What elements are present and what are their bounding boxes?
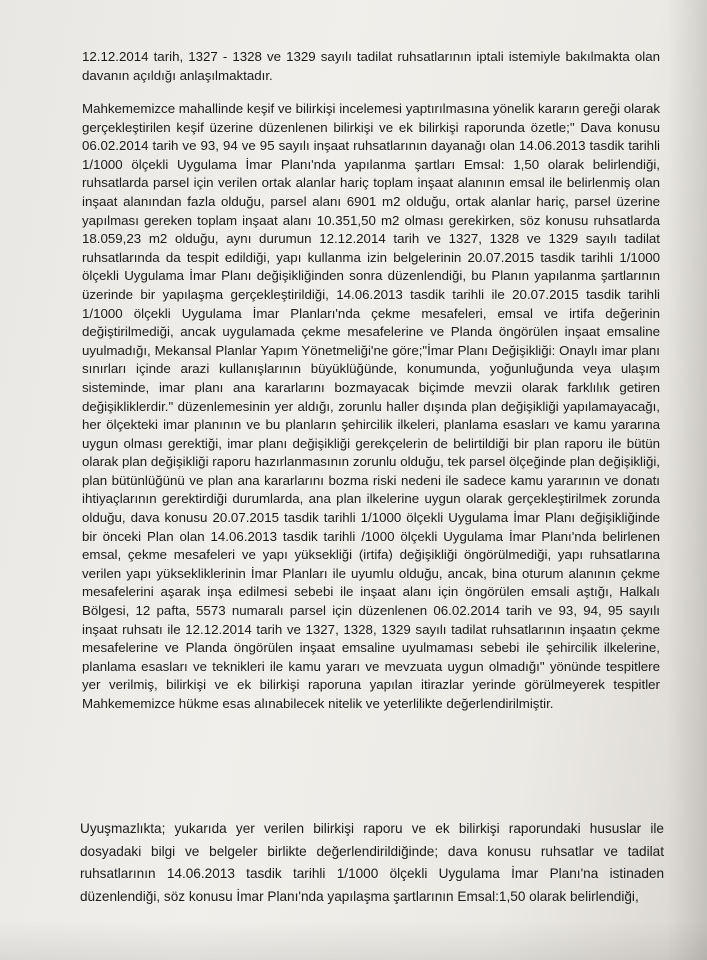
paragraph-dispute: Uyuşmazlıkta; yukarıda yer verilen bilirkişi raporu ve ek bilirkişi raporundaki hususlar ile dosyadaki bilgi ve belgeler birlikte değerlendirildiğinde; dava konusu ruhsatlar ve tadilat ruhsatlarının 14.06.2013 tasdik tarihli 1/1000 ölçekli Uygulama İmar Planı'na istinaden düzenlendiği, söz konusu İmar Planı'nda yapılaşma şartlarının Emsal:1,50 olarak belirlendiği, (80, 821, 664, 904)
paragraph-expert-report: Mahkememizce mahallinde keşif ve bilirkişi incelemesi yaptırılmasına yönelik kararın gereği olarak gerçekleştirilen keşif üzerine düzenlenen bilirkişi ve ek bilirkişi raporunda özetle;" Dava konusu 06.02.2014 tarih ve 93, 94 ve 95 sayılı inşaat ruhsatlarının dayanağı olan 14.06.2013 tasdik tarihli 1/1000 ölçekli Uygulama İmar Planı'nda yapılanma şartları Emsal: 1,50 olarak belirlendiği, ruhsatlarda parsel için verilen ortak alanlar hariç toplam inşaat alanının emsal ile belirlenmiş olan inşaat alanından fazla olduğu, parsel alanı 6901 m2 olduğu, ortak alanlar hariç, parsel üzerine yapılması gereken toplam inşaat alanı 10.351,50 m2 olması gerekirken, söz konusu ruhsatlarda 18.059,23 m2 olduğu, aynı durumun 12.12.2014 tarih ve 1327, 1328 ve 1329 sayılı tadilat ruhsatlarında da tespit edildiği, yapı kullanma izin belgelerinin 20.07.2015 tasdik tarihli 1/1000 ölçekli Uygulama İmar Planı değişikliğinden sonra düzenlendiği, bu Planın yapılanma şartlarının üzerinde bir yapılaşma gerçekleştirildiği, 14.06.2013 tasdik tarihli ile 20.07.2015 tasdik tarihli 1/1000 ölçekli Uygulama İmar Planları'nda çekme mesafeleri, emsal ve irtifa değerinin değiştirilmediği, ancak uygulamada çekme mesafelerine ve Planda öngörülen inşaat emsaline uyulmadığı, Mekansal Planlar Yapım Yönetmeliği'ne göre;"İmar Planı Değişikliği: Onaylı imar planı sınırları içinde arazi kullanışlarının büyüklüğünde, konumunda, yoğunluğunda veya ulaşım sisteminde, imar planı ana kararlarını bozmayacak biçimde mevzii olarak farklılık getiren değişikliklerdir." düzenlemesinin yer aldığı, zorunlu haller dışında plan değişikliği yapılamayacağı, her ölçekteki imar planının ve bu planların şehircilik ilkeleri, planlama esasları ve kamu yararına uygun olması gerektiği, imar planı değişikliği gerekçelerin de belirtildiği bir plan raporu ile bütün olarak plan değişikliği raporu hazırlanmasının zorunlu olduğu, tek parsel ölçeğinde plan değişikliği, plan bütünlüğünü ve plan ana kararlarını bozma riski nedeni ile sadece kamu yararının ve donatı ihtiyaçlarının gerektirdiği durumlarda, ana plan ilkelerine uygun olarak gerçekleştirilmek zorunda olduğu, dava konusu 20.07.2015 tasdik tarihli 1/1000 ölçekli Uygulama İmar Planı değişikliğinde bir önceki Plan olan 14.06.2013 tasdik tarihli /1000 ölçekli Uygulama İmar Planı'nda belirlenen emsal, çekme mesafeleri ve yapı yüksekliği (irtifa) değişikliği öngörülmediği, yapı ruhsatlarına verilen yapı yüksekliklerinin İmar Planları ile uyumlu olduğu, ancak, bina oturum alanının çekme mesafelerini aşarak inşa edilmesi sebebi ile inşaat alanı için öngörülen emsali aştığı, Halkalı Bölgesi, 12 pafta, 5573 numaralı parsel için düzenlenen 06.02.2014 tarih ve 93, 94, 95 sayılı inşaat ruhsatı ile 12.12.2014 tarih ve 1327, 1328, 1329 sayılı tadilat ruhsatlarının inşaatın çekme mesafelerine ve Planda öngörülen inşaat emsaline uyulmaması sebebi ile şehircilik ilkelerine, planlama esasları ve teknikleri ile kamu yararı ve mevzuata uygun olmadığı" yönünde tespitlere yer verilmiş, bilirkişi ve ek bilirkişi raporuna yapılan itirazlar yerinde görülmeyerek tespitler Mahkememizce hükme esas alınabilecek nitelik ve yeterlilikte değerlendirilmiştir. (82, 101, 660, 711)
page-shadow-right (667, 0, 707, 960)
page-shadow-bottom (0, 920, 707, 960)
paragraph-intro: 12.12.2014 tarih, 1327 - 1328 ve 1329 sayılı tadilat ruhsatlarının iptali istemiyle bakılmakta olan davanın açıldığı anlaşılmaktadır. (82, 49, 660, 83)
